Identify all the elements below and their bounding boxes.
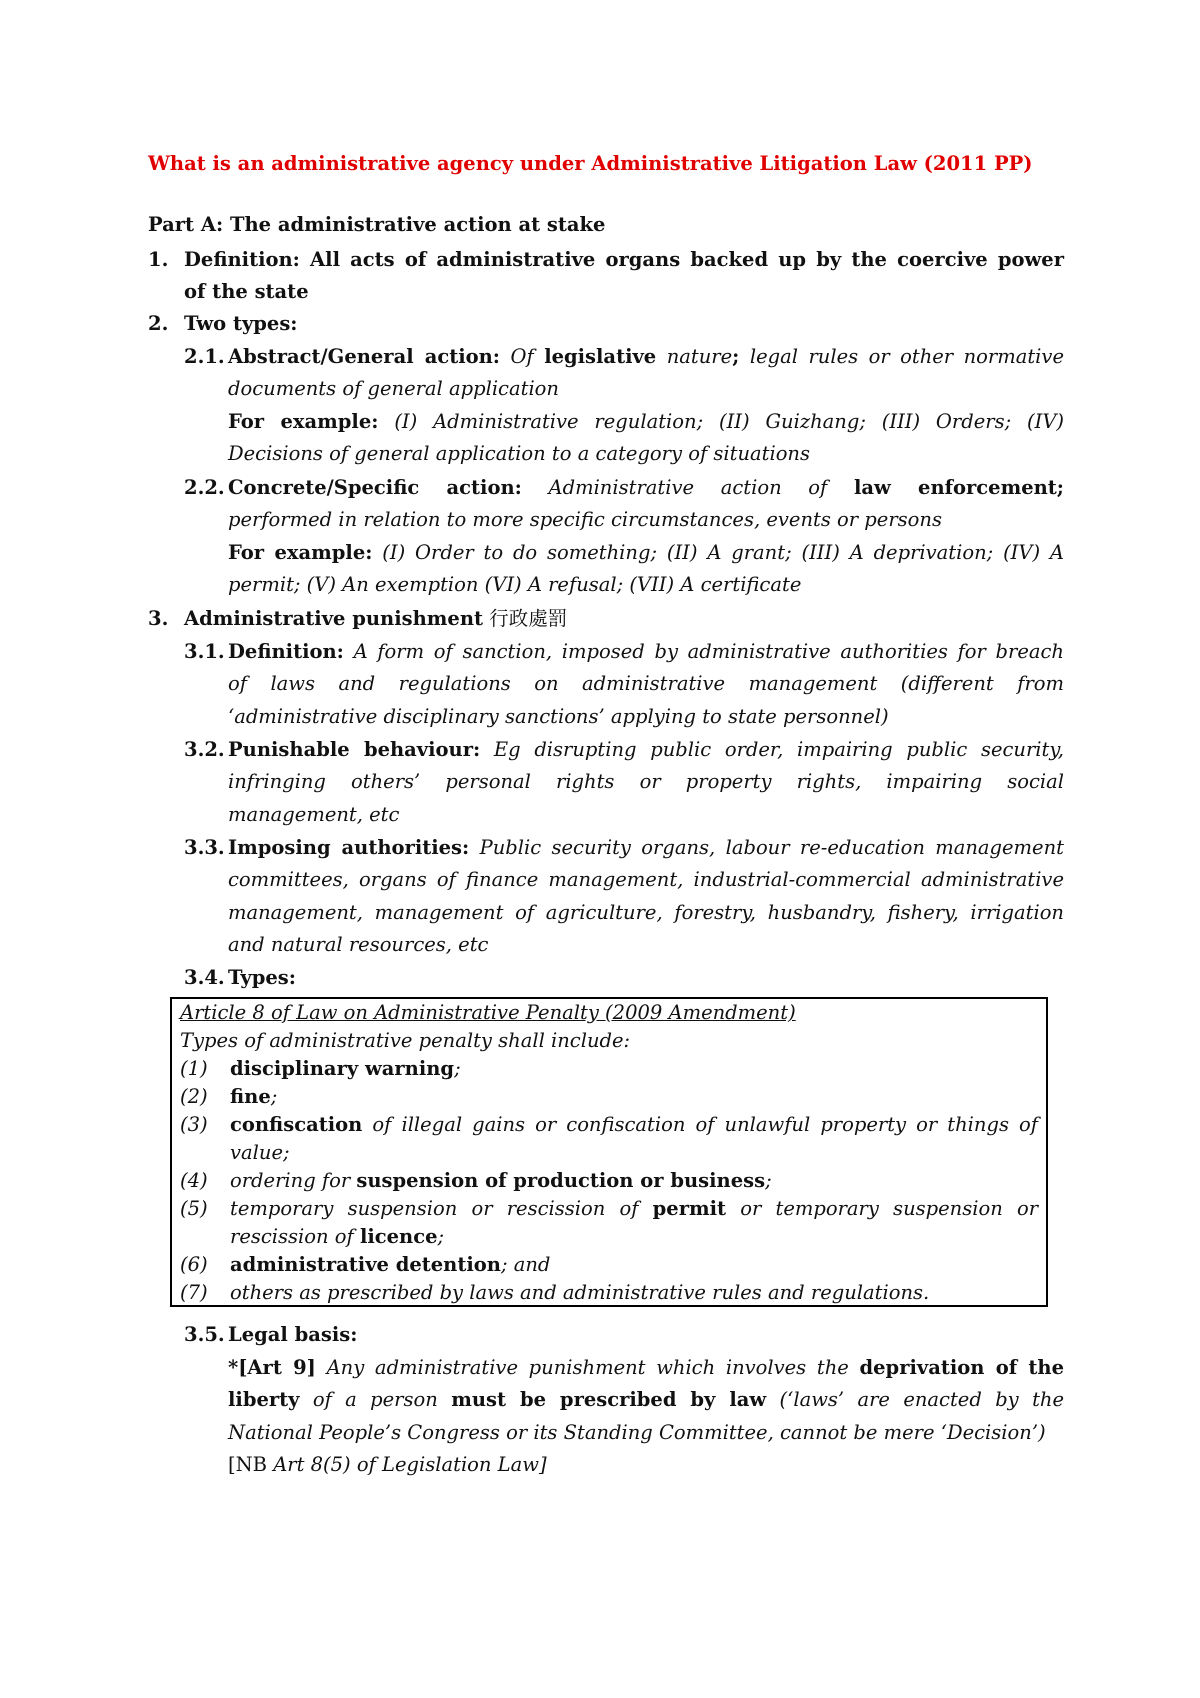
s22-number: 2.2. (184, 476, 225, 499)
s35-line2: liberty of a person must be prescribed by law (‘laws’ are enacted by the (228, 1388, 1065, 1411)
s35-label: Legal basis: (228, 1323, 358, 1346)
box-item-6: administrative detention; and (230, 1253, 551, 1276)
box-item-3-number: (3) (180, 1113, 208, 1136)
s33-line4: and natural resources, etc (228, 933, 489, 956)
s31-line3: ‘administrative disciplinary sanctions’ applying to state personnel) (228, 705, 889, 728)
s34-number: 3.4. (184, 966, 225, 989)
box-item-1: disciplinary warning; (230, 1057, 461, 1080)
s31-line2: of laws and regulations on administrative management (different from (228, 672, 1064, 695)
box-item-5-number: (5) (180, 1197, 208, 1220)
box-heading: Article 8 of Law on Administrative Penalty (2009 Amendment) (180, 1001, 796, 1024)
s2-number: 2. (148, 312, 169, 335)
s22-line1: Concrete/Specific action: Administrative action of law enforcement; (228, 476, 1065, 499)
s21-line1: Abstract/General action: Of legislative nature; legal rules or other normative (228, 345, 1064, 368)
s3-label-chinese: 行政處罰 (489, 607, 568, 630)
s32-line3: management, etc (228, 803, 400, 826)
s21-example-line2: Decisions of general application to a category of situations (228, 442, 811, 465)
s33-line2: committees, organs of finance management, industrial-commercial administrative (228, 868, 1064, 891)
s3-number: 3. (148, 607, 169, 630)
s21-example-line1: For example: (I) Administrative regulation; (II) Guizhang; (III) Orders; (IV) (228, 410, 1065, 433)
s31-line1: Definition: A form of sanction, imposed by administrative authorities for breach (228, 640, 1064, 663)
s21-line2: documents of general application (228, 377, 559, 400)
s32-line2: infringing others’ personal rights or property rights, impairing social (228, 770, 1064, 793)
box-item-2: fine; (230, 1085, 278, 1108)
box-item-6-number: (6) (180, 1253, 208, 1276)
s35-line4: [NB Art 8(5) of Legislation Law] (228, 1453, 547, 1476)
s1-line1: Definition: All acts of administrative organs backed up by the coercive power (184, 248, 1064, 271)
box-item-3-line2: value; (230, 1141, 290, 1164)
s3-label: Administrative punishment 行政處罰 (184, 607, 568, 630)
s1-number: 1. (148, 248, 169, 271)
s33-line3: management, management of agriculture, forestry, husbandry, fishery, irrigation (228, 901, 1064, 924)
s35-number: 3.5. (184, 1323, 225, 1346)
s35-line1: *[Art 9] Any administrative punishment which involves the deprivation of the (228, 1356, 1064, 1379)
s32-line1: Punishable behaviour: Eg disrupting public order, impairing public security, (228, 738, 1064, 761)
box-item-5-line2: rescission of licence; (230, 1225, 445, 1248)
s32-number: 3.2. (184, 738, 225, 761)
box-item-5-line1: temporary suspension or rescission of permit or temporary suspension or (230, 1197, 1039, 1220)
box-item-4: ordering for suspension of production or business; (230, 1169, 772, 1192)
box-item-3-line1: confiscation of illegal gains or confiscation of unlawful property or things of (230, 1113, 1038, 1136)
part-a-heading: Part A: The administrative action at stake (148, 213, 606, 236)
document-title: What is an administrative agency under Administrative Litigation Law (2011 PP) (148, 152, 1033, 175)
s31-number: 3.1. (184, 640, 225, 663)
s1-line2: of the state (184, 280, 309, 303)
s33-number: 3.3. (184, 836, 225, 859)
s33-line1: Imposing authorities: Public security organs, labour re-education management (228, 836, 1064, 859)
box-item-7-number: (7) (180, 1281, 208, 1304)
box-item-2-number: (2) (180, 1085, 208, 1108)
s22-example-line2: permit; (V) An exemption (VI) A refusal; (VII) A certificate (228, 573, 802, 596)
box-item-4-number: (4) (180, 1169, 208, 1192)
s22-line2: performed in relation to more specific circumstances, events or persons (228, 508, 942, 531)
s34-label: Types: (228, 966, 296, 989)
s2-label: Two types: (184, 312, 298, 335)
s21-number: 2.1. (184, 345, 225, 368)
box-intro: Types of administrative penalty shall include: (180, 1029, 631, 1052)
box-item-1-number: (1) (180, 1057, 208, 1080)
s35-line3: National People’s Congress or its Standing Committee, cannot be mere ‘Decision’) (228, 1421, 1046, 1444)
box-item-7: others as prescribed by laws and administrative rules and regulations. (230, 1281, 930, 1304)
s22-example-line1: For example: (I) Order to do something; (II) A grant; (III) A deprivation; (IV) A (228, 541, 1064, 564)
